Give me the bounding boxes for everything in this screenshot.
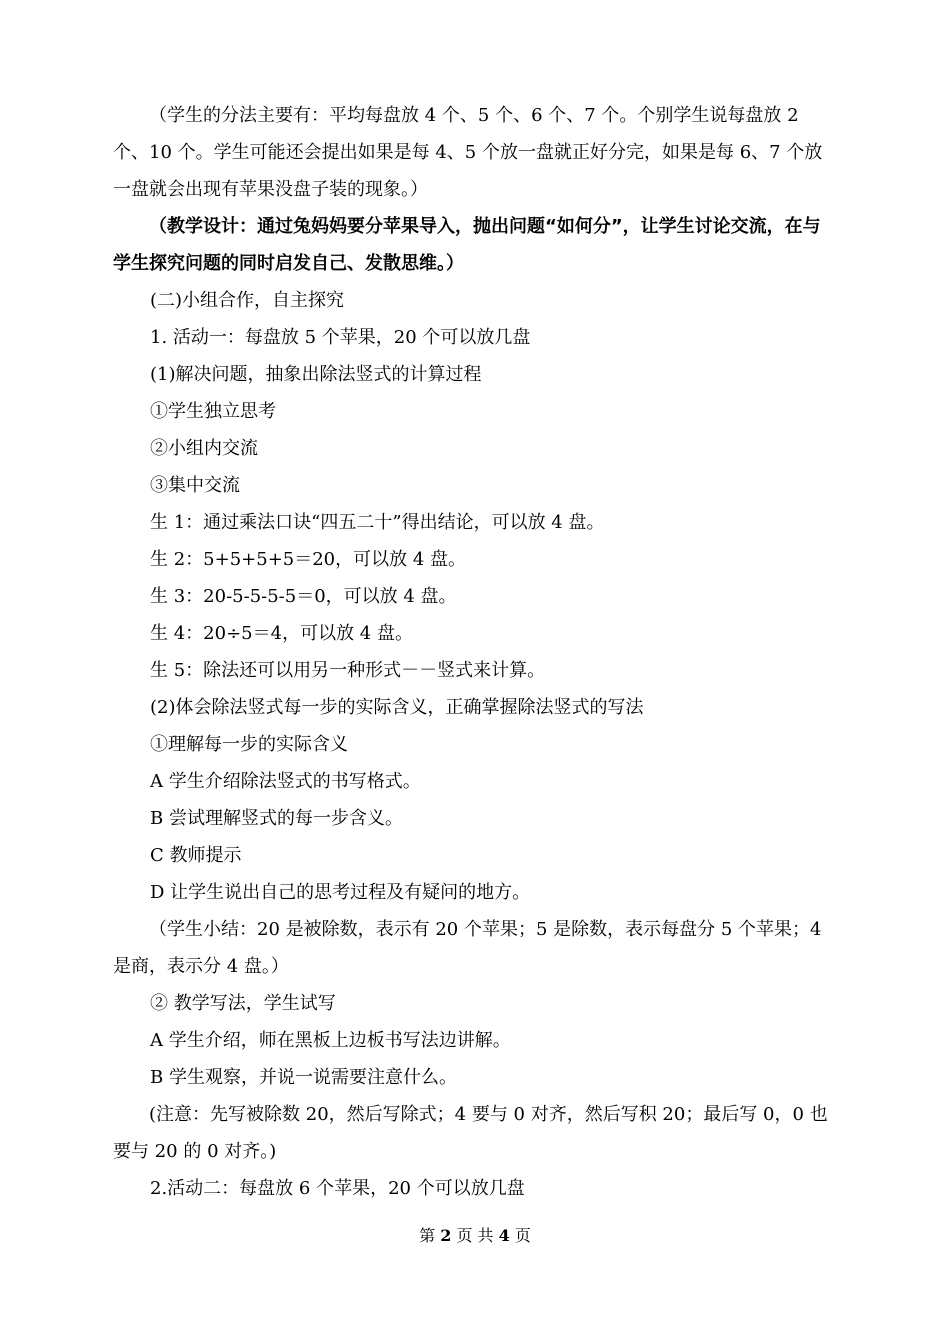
footer-suffix: 页 (514, 1226, 531, 1245)
list-item: D 让学生说出自己的思考过程及有疑问的地方。 (150, 882, 531, 903)
paragraph-student-summary: （学生小结：20 是被除数，表示有 20 个苹果；5 是除数，表示每盘分 5 个苹果；4 是商，表示分 4 盘。） (113, 919, 822, 977)
student-answer: 生 3：20-5-5-5-5＝0，可以放 4 盘。 (150, 586, 457, 607)
student-answer: 生 2：5+5+5+5＝20，可以放 4 盘。 (150, 549, 467, 570)
list-item: B 尝试理解竖式的每一步含义。 (150, 808, 403, 829)
step-understand-division: (2)体会除法竖式每一步的实际含义，正确掌握除法竖式的写法 (150, 697, 644, 718)
list-item: ③集中交流 (150, 475, 240, 496)
step-solve-problem: (1)解决问题，抽象出除法竖式的计算过程 (150, 364, 482, 385)
student-answer: 生 1：通过乘法口诀“四五二十”得出结论，可以放 4 盘。 (150, 512, 605, 533)
list-item: ②小组内交流 (150, 438, 258, 459)
paragraph-writing-notes: (注意：先写被除数 20，然后写除式；4 要与 0 对齐，然后写积 20；最后写 0，0 也要与 20 的 0 对齐。) (113, 1104, 828, 1162)
paragraph-teaching-design: （教学设计：通过兔妈妈要分苹果导入，抛出问题“如何分”，让学生讨论交流，在与学生探究问题的同时启发自己、发散思维。） (113, 216, 821, 274)
footer-total-pages: 4 (498, 1226, 510, 1245)
document-body (113, 97, 837, 1207)
footer-current-page: 2 (440, 1226, 452, 1245)
list-item: C 教师提示 (150, 845, 242, 866)
list-item: ② 教学写法，学生试写 (150, 993, 336, 1014)
activity-two-heading: 2.活动二：每盘放 6 个苹果，20 个可以放几盘 (150, 1178, 525, 1199)
paragraph-student-methods: （学生的分法主要有：平均每盘放 4 个、5 个、6 个、7 个。个别学生说每盘放 2 个、10 个。学生可能还会提出如果是每 4、5 个放一盘就正好分完，如果是每 6、7 个放一盘就会出现有苹果没盘子装的现象。） (113, 105, 823, 200)
list-item: ①理解每一步的实际含义 (150, 734, 348, 755)
list-item: B 学生观察，并说一说需要注意什么。 (150, 1067, 457, 1088)
page-footer (0, 1224, 950, 1248)
section-heading-group-work: (二)小组合作，自主探究 (150, 290, 345, 311)
list-item: ①学生独立思考 (150, 401, 276, 422)
student-answer: 生 5：除法还可以用另一种形式－－竖式来计算。 (150, 660, 546, 681)
footer-middle: 页 共 (456, 1226, 494, 1245)
activity-one-heading: 1. 活动一：每盘放 5 个苹果，20 个可以放几盘 (150, 327, 531, 348)
list-item: A 学生介绍除法竖式的书写格式。 (150, 771, 421, 792)
list-item: A 学生介绍，师在黑板上边板书写法边讲解。 (150, 1030, 511, 1051)
footer-prefix: 第 (419, 1226, 436, 1245)
student-answer: 生 4：20÷5＝4，可以放 4 盘。 (150, 623, 413, 644)
